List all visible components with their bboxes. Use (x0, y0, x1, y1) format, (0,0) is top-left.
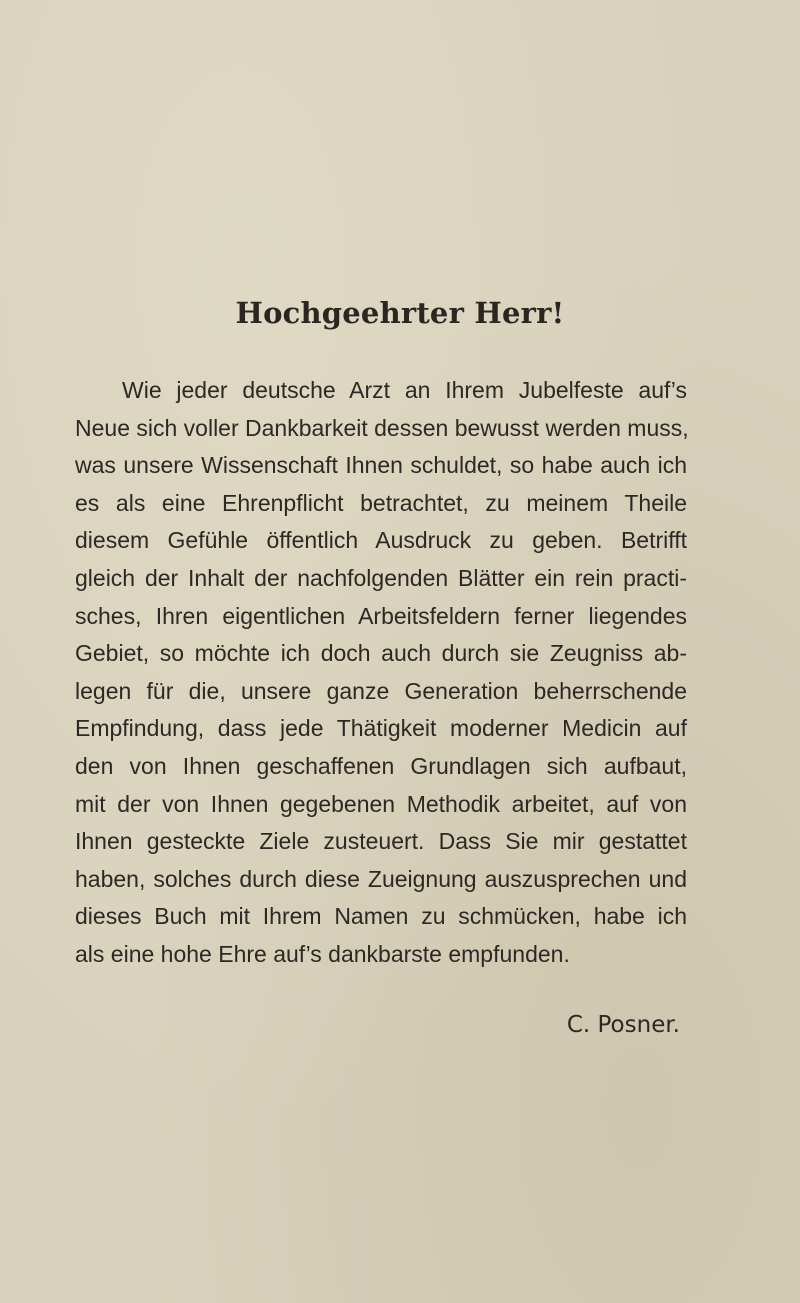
text-line: legen für die, unsere ganze Generation beherrschende (75, 677, 687, 704)
text-line: was unsere Wissenschaft Ihnen schuldet, so habe auch ich (75, 452, 687, 479)
text-line: sches, Ihren eigentlichen Arbeitsfeldern ferner liegendes (75, 602, 687, 629)
text-line: mit der von Ihnen gegebenen Methodik arbeitet, auf von (75, 790, 687, 817)
text-line: dieses Buch mit Ihrem Namen zu schmücken, habe ich (75, 903, 687, 930)
dedication-text (75, 372, 687, 974)
text-line: Neue sich voller Dankbarkeit dessen bewusst werden muss, (75, 414, 689, 441)
salutation-heading: Hochgeehrter Herr! (235, 296, 565, 330)
text-line: haben, solches durch diese Zueignung auszusprechen und (75, 865, 687, 892)
text-line: Ihnen gesteckte Ziele zusteuert. Dass Sie mir gestattet (75, 828, 687, 855)
text-line: Gebiet, so möchte ich doch auch durch sie Zeugniss ab- (75, 640, 687, 667)
text-line: Wie jeder deutsche Arzt an Ihrem Jubelfeste auf’s (122, 377, 687, 403)
text-line: Empfindung, dass jede Thätigkeit moderner Medicin auf (75, 715, 687, 742)
text-line: diesem Gefühle öffentlich Ausdruck zu geben. Betrifft (75, 527, 687, 554)
text-line: gleich der Inhalt der nachfolgenden Blätter ein rein practi- (75, 564, 687, 591)
signature: C. Posner. (566, 1012, 680, 1038)
text-line: den von Ihnen geschaffenen Grundlagen sich aufbaut, (75, 752, 687, 779)
text-line: als eine hohe Ehre auf’s dankbarste empfunden. (75, 940, 570, 967)
text-line: es als eine Ehrenpflicht betrachtet, zu meinem Theile (75, 489, 687, 516)
